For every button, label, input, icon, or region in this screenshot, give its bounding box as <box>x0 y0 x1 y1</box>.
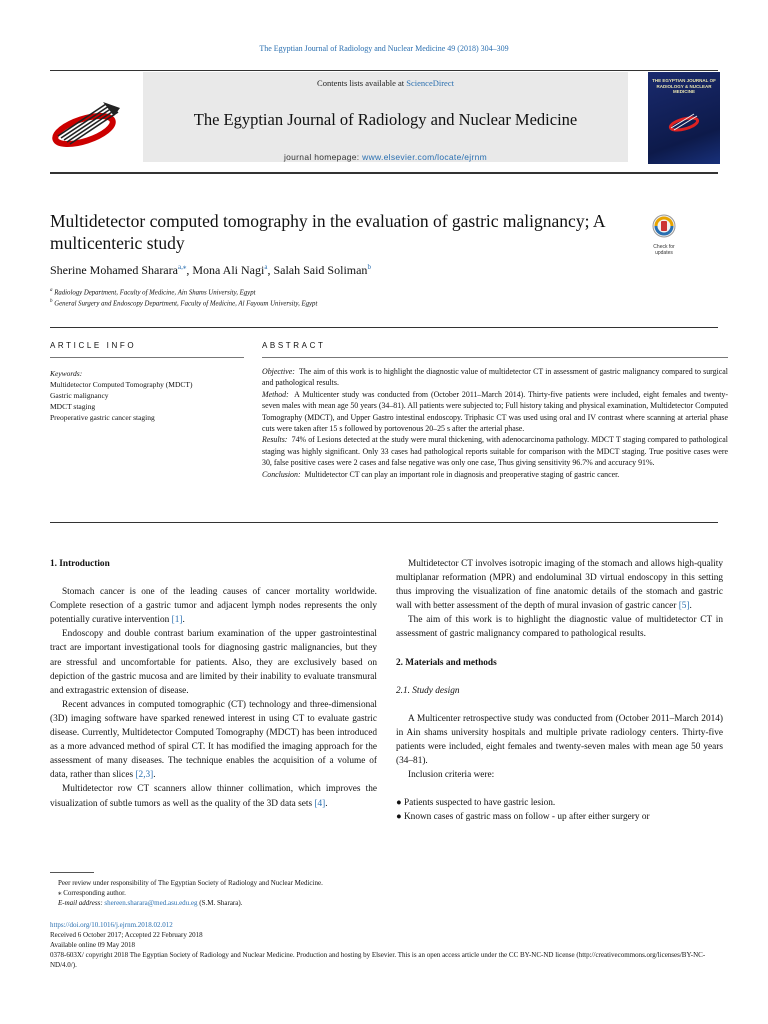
email-link[interactable]: shereen.sharara@med.asu.edu.eg <box>104 899 198 907</box>
cover-title: THE EGYPTIAN JOURNAL OF RADIOLOGY & NUCLEAR MEDICINE <box>652 78 716 94</box>
journal-logo-icon <box>48 96 128 152</box>
abstract-results: Results: 74% of Lesions detected at the study were mural thickening, with adenocarcinoma pathology. MDCT T staging compared to pathological staging was highly significant. Only 33 cases had pathological reports suitable for comparison with the MDCT staging. True positive cases were 30, false positive cases were 2 cases and false negative was only one case, Thus giving sensitivity 96.7% and accuracy 91%. <box>262 435 728 468</box>
body-paragraph: Stomach cancer is one of the leading causes of cancer mortality worldwide. Complete resection of a gastric tumor and adjacent lymph nodes represents the only potentially curative intervention [1]. <box>50 587 377 626</box>
author-name[interactable]: Mona Ali Nagi <box>192 263 265 277</box>
peer-review-note: Peer review under responsibility of The Egyptian Society of Radiology and Nuclear Medicine. <box>58 879 323 887</box>
journal-cover-image[interactable] <box>648 72 720 164</box>
body-paragraph: A Multicenter retrospective study was conducted from (October 2011–March 2014) in Ain shams university hospitals and multiple private radiology centers. Thirty-five patients were included, eight females and twenty-seven males with mean age 50 years (34–81). <box>396 713 723 767</box>
section-heading-introduction: 1. Introduction <box>50 559 110 569</box>
citation-link[interactable]: [5] <box>678 601 690 612</box>
keyword: Multidetector Computed Tomography (MDCT) <box>50 380 193 389</box>
top-rule <box>50 70 718 71</box>
abstract-conclusion: Conclusion: Multidetector CT can play an important role in diagnosis and preoperative staging of gastric cancer. <box>262 469 620 479</box>
sciencedirect-link[interactable]: ScienceDirect <box>406 78 454 88</box>
abstract-body <box>262 366 728 480</box>
homepage-link[interactable]: www.elsevier.com/locate/ejrnm <box>362 152 488 162</box>
body-paragraph: Recent advances in computed tomographic (CT) technology and three-dimensional (3D) imaging software have sparked renewed interest in using CT to evaluate gastric disease. Currently, Multidetector Computed Tomography (MDCT) has been introduced as a more advanced method of spiral CT. It has modified the imaging approach for the assessment of many diseases. The technique enables the acquisition of a volume of data, rather than slices [2,3]. <box>50 699 377 781</box>
article-info-heading: ARTICLE INFO <box>50 341 137 350</box>
affiliation: $^a$ Radiology Department, Faculty of Medicine, Ain Shams University, Egypt <box>50 288 256 297</box>
received-dates: Received 6 October 2017; Accepted 22 February 2018 <box>50 931 203 939</box>
doi-link[interactable]: https://doi.org/10.1016/j.ejrnm.2018.02.012 <box>50 921 173 929</box>
body-paragraph: Multidetector row CT scanners allow thinner collimation, which improves the visualization of subtle tumors as well as the quality of the 3D data sets [4]. <box>50 784 377 809</box>
article-title: Multidetector computed tomography in the evaluation of gastric malignancy; A multicenteric study <box>50 211 605 253</box>
journal-title: The Egyptian Journal of Radiology and Nuclear Medicine <box>193 110 578 129</box>
subsection-heading-study-design: 2.1. Study design <box>396 685 460 696</box>
footnote-rule <box>50 872 94 873</box>
section-heading-methods: 2. Materials and methods <box>396 657 497 668</box>
corresponding-author-note: ⁎ Corresponding author. <box>58 889 126 897</box>
check-for-updates-badge[interactable]: Check for updates <box>646 213 682 253</box>
citation-link[interactable]: [1] <box>171 615 183 626</box>
keyword: Preoperative gastric cancer staging <box>50 413 155 422</box>
body-paragraph: Endoscopy and double contrast barium examination of the upper gastrointestinal tract are important investigational tools for diagnosing gastric malignancies, but they are stressful and uncomfortable for patients. Also, they are exclusively based on depiction of the gastric mucosa and are limited by their inability to evaluate transmural and extragastric extension of disease. <box>50 629 377 696</box>
journal-banner <box>143 72 628 162</box>
body-paragraph: Multidetector CT involves isotropic imaging of the stomach and allows high-quality multiplanar reformation (MPR) and endoluminal 3D virtual endoscopy in this setting thus improving the visualization of fine anatomic details of the stomach and gastric wall with better assessment of the depth of mural invasion of gastric cancer [5]. <box>396 559 723 612</box>
footnotes <box>58 878 718 908</box>
abstract-objective: Objective: The aim of this work is to highlight the diagnostic value of multidetector CT in assessment of gastric malignancy compared to surgical and pathological results. <box>262 367 728 388</box>
keyword: Gastric malignancy <box>50 391 109 400</box>
journal-homepage: journal homepage: www.elsevier.com/locate/ejrnm <box>283 152 488 162</box>
author-affiliation-mark[interactable]: b <box>367 263 371 271</box>
copyright-notice: 0378-603X/ copyright 2018 The Egyptian Society of Radiology and Nuclear Medicine. Production and hosting by Elsevier. This is an open access article under the CC BY-NC-ND license (http://creativecommons.org/licenses/BY-NC-ND/4.0/). <box>50 951 706 969</box>
keyword: MDCT staging <box>50 402 96 411</box>
banner-bottom-rule <box>50 172 718 174</box>
contents-line: Contents lists available at ScienceDirect <box>317 78 454 88</box>
keywords-block <box>50 368 250 423</box>
list-item: ● Known cases of gastric mass on follow - up after either surgery or <box>396 812 650 823</box>
author-affiliation-mark[interactable]: a <box>264 263 268 271</box>
cover-logo-icon <box>666 110 702 134</box>
citation-link[interactable]: [2,3] <box>135 770 154 781</box>
abstract-rule <box>262 357 728 358</box>
author-name[interactable]: Salah Said Soliman <box>273 263 368 277</box>
affiliation: $^b$ General Surgery and Endoscopy Department, Faculty of Medicine, Al Fayoum University, Egypt <box>50 299 318 308</box>
body-paragraph: Inclusion criteria were: <box>408 770 495 781</box>
running-header[interactable]: The Egyptian Journal of Radiology and Nuclear Medicine 49 (2018) 304–309 <box>259 44 509 53</box>
citation-link[interactable]: [4] <box>314 798 326 809</box>
info-rule <box>50 357 244 358</box>
body-column-right <box>396 557 723 824</box>
abstract-bottom-rule <box>50 522 718 523</box>
section-rule <box>50 327 718 328</box>
keywords-label: Keywords: <box>50 369 83 378</box>
available-online: Available online 09 May 2018 <box>50 941 136 949</box>
body-paragraph: The aim of this work is to highlight the diagnostic value of multidetector CT in assessment of gastric malignancy compared to pathological results. <box>396 615 723 640</box>
email-line: E-mail address: shereen.sharara@med.asu.edu.eg (S.M. Sharara). <box>58 899 243 907</box>
body-column-left <box>50 557 377 811</box>
author-list: Sherine Mohamed Sharara$^{a,⁎}$, Mona Ali Nagi$^a$, Salah Said Soliman$^b$ <box>50 263 371 277</box>
author-affiliation-mark[interactable]: a,⁎ <box>177 263 187 271</box>
check-for-updates-icon <box>646 213 682 239</box>
publication-info <box>50 920 718 970</box>
abstract-method: Method: A Multicenter study was conducted from (October 2011–March 2014). Thirty-five patients were included, eight females and twenty-seven males with mean age 50 years (34–81). All patients were subjected to; Full history taking and physical examination, Multidetector Computed Tomography (MDCT), and Upper Gastro intestinal endoscopy. Triphasic CT was used using oral and IV contrast where scanning at arterial phase cuts were taken after 15 s followed by portovenous 20–25 s after the arterial phase. <box>262 389 728 434</box>
author-name[interactable]: Sherine Mohamed Sharara <box>50 263 178 277</box>
list-item: ● Patients suspected to have gastric lesion. <box>396 798 556 809</box>
abstract-heading: ABSTRACT <box>262 341 326 350</box>
